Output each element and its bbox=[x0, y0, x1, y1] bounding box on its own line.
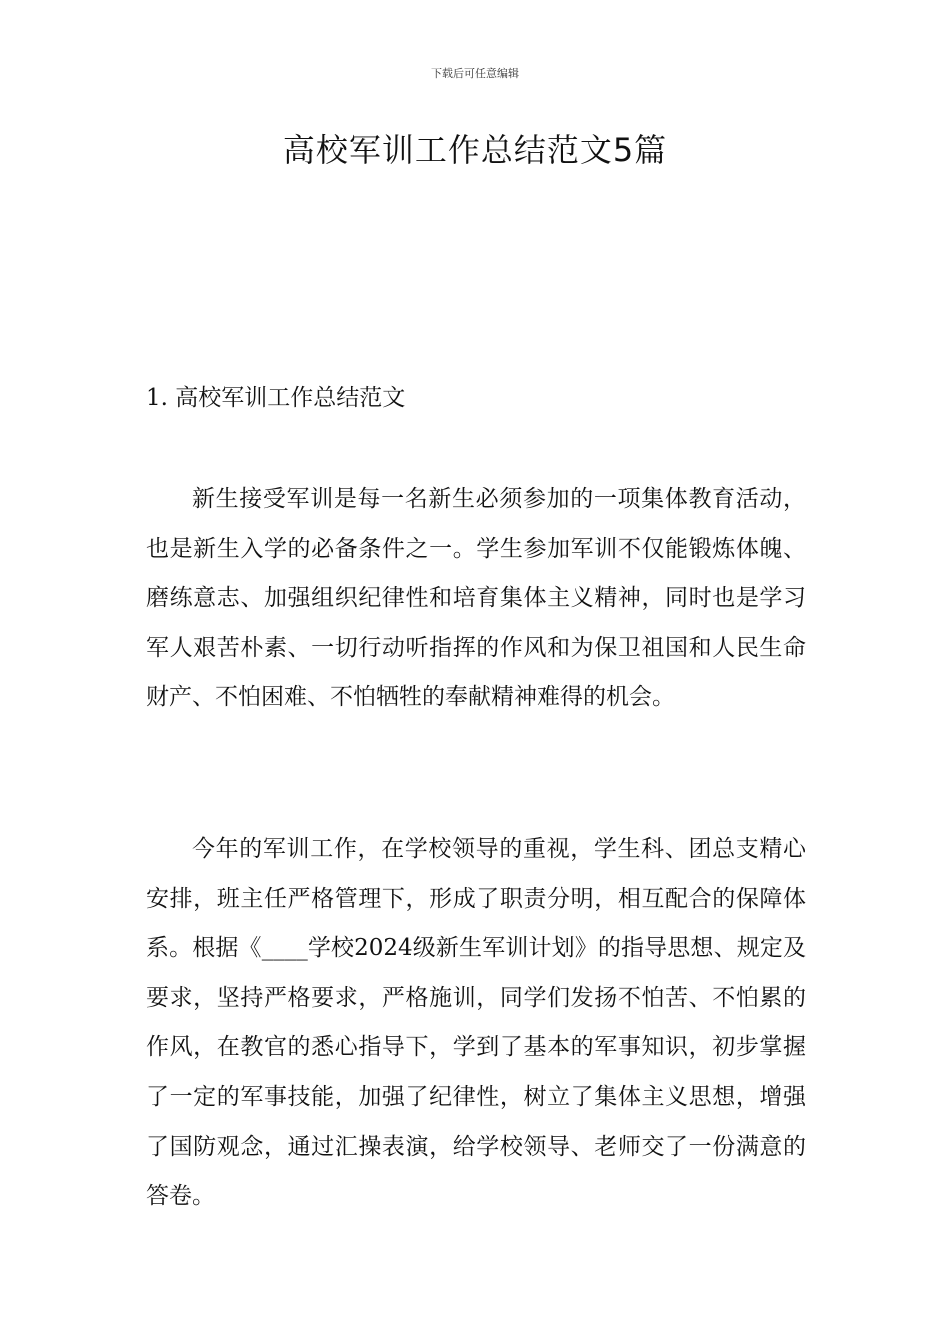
paragraph-2: 今年的军训工作，在学校领导的重视，学生科、团总支精心安排，班主任严格管理下，形成了职责分明，相互配合的保障体系。根据《____学校2024级新生军训计划》的指导思想、规定及要求，坚持严格要求，严格施训，同学们发扬不怕苦、不怕累的作风，在教官的悉心指导下，学到了基本的军事知识，初步掌握了一定的军事技能，加强了纪律性，树立了集体主义思想，增强了国防观念，通过汇操表演，给学校领导、老师交了一份满意的答卷。 bbox=[146, 836, 806, 1210]
document-title: 高校军训工作总结范文5篇 bbox=[282, 131, 668, 169]
header-note: 下载后可任意编辑 bbox=[431, 67, 519, 80]
paragraph-1: 新生接受军训是每一名新生必须参加的一项集体教育活动，也是新生入学的必备条件之一。学生参加军训不仅能锻炼体魄、磨练意志、加强组织纪律性和培育集体主义精神，同时也是学习军人艰苦朴素、一切行动听指挥的作风和为保卫祖国和人民生命财产、不怕困难、不怕牺牲的奉献精神难得的机会。 bbox=[146, 486, 806, 711]
section-heading: 1. 高校军训工作总结范文 bbox=[146, 385, 406, 411]
